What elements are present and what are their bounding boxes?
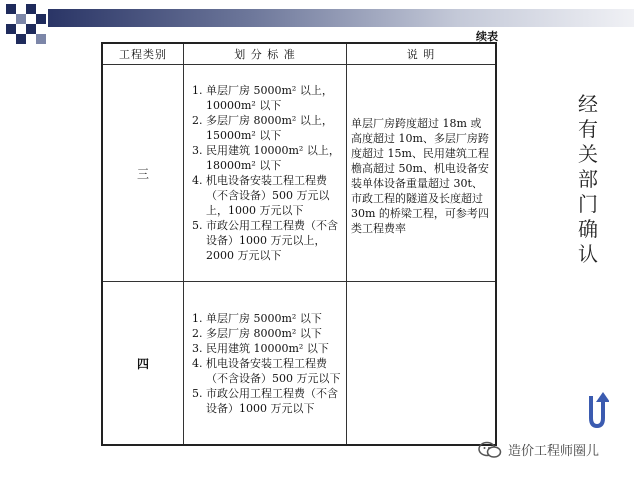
watermark-text: 造价工程师圈儿 [508, 444, 600, 459]
criteria-item: 5. 市政公用工程工程费（不含设备）1000 万元以上，2000 万元以下 [192, 219, 338, 262]
criteria-item: 2. 多层厂房 8000m² 以下 [192, 326, 322, 340]
category-cell: 四 [102, 282, 184, 446]
header-category: 工程类别 [102, 43, 184, 65]
wechat-icon [478, 441, 502, 459]
criteria-item: 1. 单层厂房 5000m² 以上，10000m² 以下 [192, 84, 333, 112]
note-text: 单层厂房跨度超过 18m 或高度超过 10m、多层厂房跨度超过 15m、民用建筑工程檐高超过 50m、机电设备安装单体设备重量超过 30t、市政工程的隧道及长度超过 30m 的桥梁工程，可参考四类工程费率 [351, 117, 489, 235]
criteria-cell [184, 282, 347, 446]
criteria-item: 4. 机电设备安装工程工程费（不含设备）500 万元以下 [192, 356, 341, 385]
criteria-item: 1. 单层厂房 5000m² 以下 [192, 311, 322, 325]
side-annotation-char: 部 [578, 167, 598, 191]
continued-label: 续表 [476, 30, 498, 43]
corner-decoration [6, 4, 46, 44]
header-bar [48, 9, 634, 27]
side-annotation [574, 92, 602, 267]
header-notes: 说 明 [347, 43, 497, 65]
criteria-item: 2. 多层厂房 8000m² 以上，15000m² 以下 [192, 114, 333, 142]
criteria-cell [184, 65, 347, 282]
note-cell [347, 65, 497, 282]
classification-table [101, 42, 497, 446]
table-row [102, 282, 496, 446]
side-annotation-char: 认 [578, 242, 598, 266]
note-cell [347, 282, 497, 446]
criteria-item: 3. 民用建筑 10000m² 以下 [192, 341, 329, 355]
watermark [478, 440, 599, 459]
criteria-item: 4. 机电设备安装工程工程费（不含设备）500 万元以上，1000 万元以下 [192, 174, 330, 217]
side-annotation-char: 确 [578, 217, 598, 241]
side-annotation-char: 有 [578, 117, 598, 141]
side-annotation-char: 经 [578, 92, 598, 116]
side-annotation-char: 门 [578, 192, 598, 216]
criteria-item: 3. 民用建筑 10000m² 以上，18000m² 以下 [192, 144, 340, 172]
category-cell: 三 [102, 65, 184, 282]
arrow-down-up-icon[interactable] [585, 390, 609, 430]
table-row [102, 65, 496, 282]
header-criteria: 划 分 标 准 [184, 43, 347, 65]
side-annotation-char: 关 [578, 142, 598, 166]
criteria-item: 5. 市政公用工程工程费（不含设备）1000 万元以下 [192, 386, 338, 415]
table-header-row [102, 43, 496, 65]
